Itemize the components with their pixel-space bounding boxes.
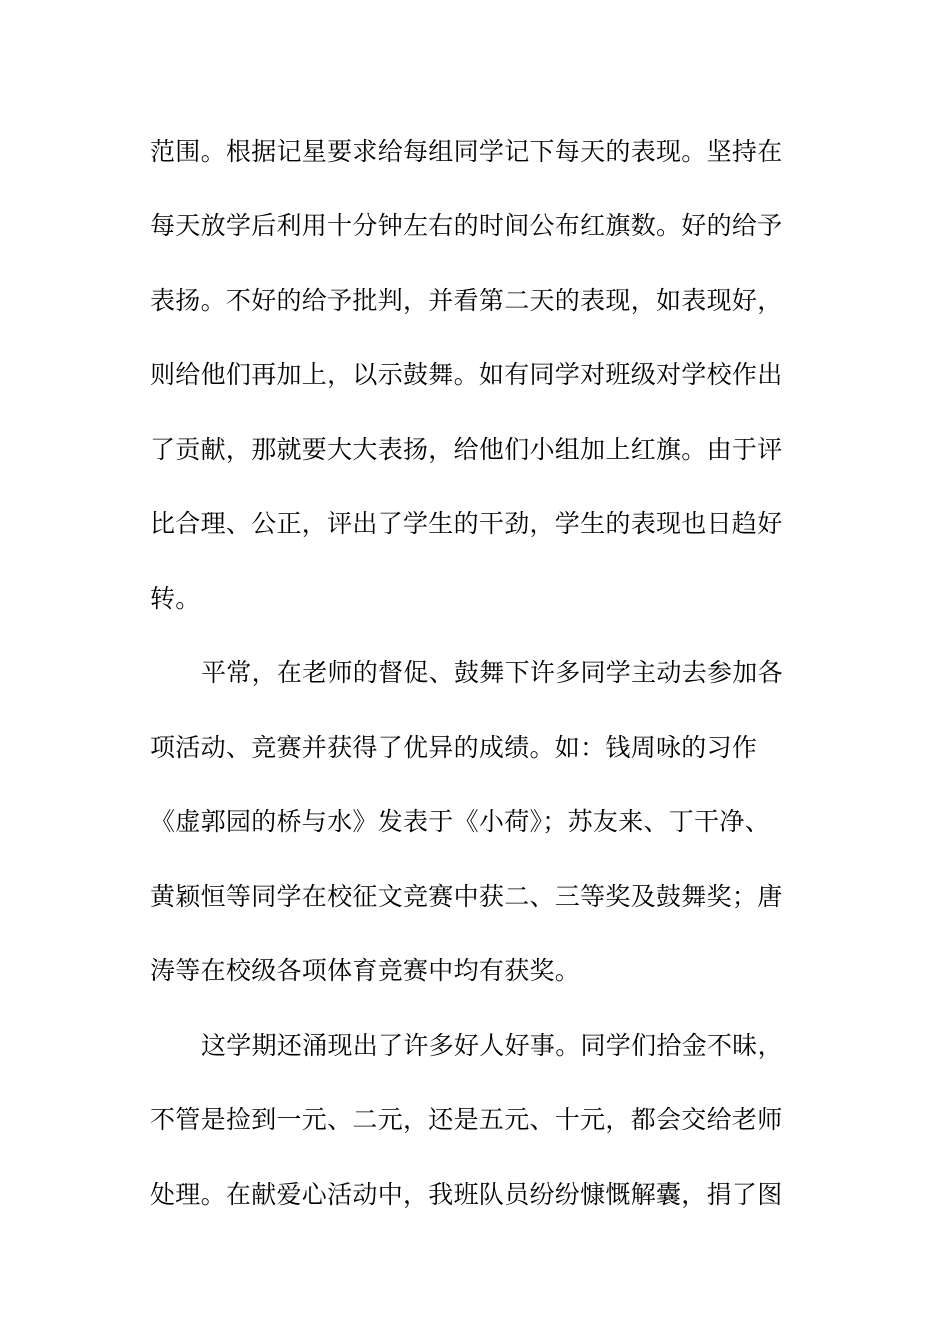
text-line: 处理。在献爱心活动中，我班队员纷纷慷慨解囊，捐了图	[150, 1180, 783, 1209]
text-line: 项活动、竞赛并获得了优异的成绩。如：钱周咏的习作	[150, 733, 758, 762]
paragraph-first-line: 这学期还涌现出了许多好人好事。同学们拾金不昧，	[201, 1031, 783, 1060]
text-line: 表扬。不好的给予批判，并看第二天的表现，如表现好，	[150, 286, 783, 315]
text-line: 转。	[150, 584, 201, 613]
text-line: 涛等在校级各项体育竞赛中均有获奖。	[150, 956, 581, 985]
text-line: 了贡献，那就要大大表扬，给他们小组加上红旗。由于评	[150, 435, 783, 464]
text-line: 《虚郭园的桥与水》发表于《小荷》；苏友来、丁干净、	[150, 807, 771, 836]
text-line: 黄颖恒等同学在校征文竞赛中获二、三等奖及鼓舞奖；唐	[150, 882, 783, 911]
text-line: 比合理、公正，评出了学生的干劲，学生的表现也日趋好	[150, 509, 783, 538]
paragraph-first-line: 平常，在老师的督促、鼓舞下许多同学主动去参加各	[201, 658, 783, 687]
text-line: 范围。根据记星要求给每组同学记下每天的表现。坚持在	[150, 137, 783, 166]
text-line: 每天放学后利用十分钟左右的时间公布红旗数。好的给予	[150, 211, 783, 240]
text-line: 不管是捡到一元、二元，还是五元、十元，都会交给老师	[150, 1105, 783, 1134]
text-line: 则给他们再加上，以示鼓舞。如有同学对班级对学校作出	[150, 360, 783, 389]
